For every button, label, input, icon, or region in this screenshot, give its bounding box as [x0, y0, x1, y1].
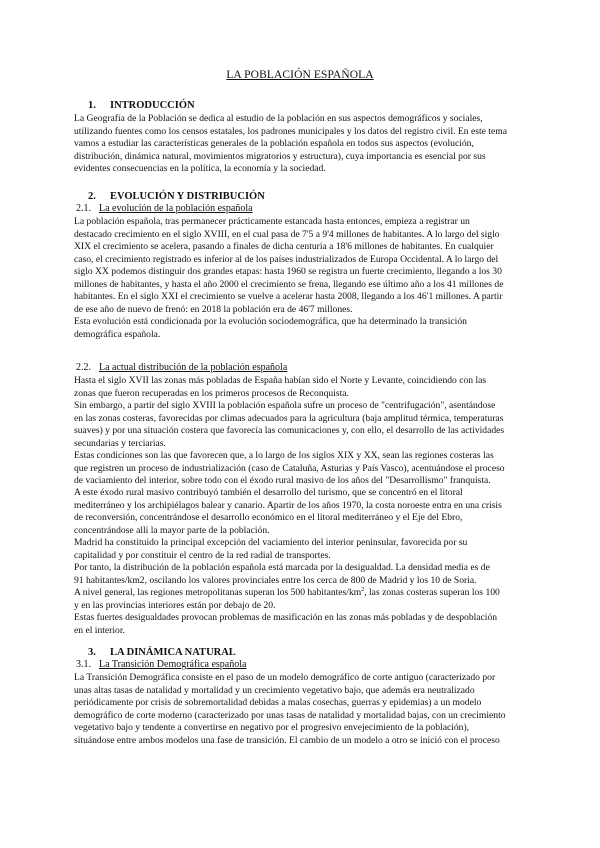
- text-line: 91 habitantes/km2, oscilando los valores provinciales entre los cerca de 800 de Madrid y los 10 de Soria.: [74, 574, 477, 586]
- paragraph-2-1-a: [74, 216, 526, 316]
- subsection-heading-2-1: [76, 203, 253, 214]
- paragraph-2-2-d: [74, 487, 526, 537]
- document-title: LA POBLACIÓN ESPAÑOLA: [226, 69, 374, 81]
- text-line: situándose entre ambos modelos una fase de transición. El cambio de un modelo a otro se inició con el proceso: [74, 734, 500, 746]
- text-line: Estas condiciones son las que favorecen que, a lo largo de los siglos XIX y XX, sean las regiones costeras las: [74, 450, 494, 461]
- text-line: vamos a estudiar las características generales de la población española en todos sus aspectos (evolución,: [74, 138, 474, 149]
- text-line: Hasta el siglo XVII las zonas más pobladas de España habían sido el Norte y Levante, coincidiendo con las: [74, 375, 487, 386]
- subsection-title: La actual distribución de la población española: [99, 362, 288, 373]
- paragraph-2-2-a: [74, 375, 526, 400]
- text-line: Por tanto, la distribución de la población española está marcada por la desigualdad. La densidad media es de: [74, 562, 490, 573]
- paragraph-2-2-g: [74, 587, 526, 612]
- paragraph-3-1: [74, 672, 526, 747]
- text-line: millones de habitantes, y hasta el año 2000 el crecimiento se frena, llegando ese último año a los 41 millones de: [74, 278, 504, 290]
- section-heading-dinamica: [88, 647, 236, 658]
- text-line: secundarias y terciarias.: [74, 437, 166, 449]
- text-line: Estas fuertes desigualdades provocan problemas de masificación en las zonas más pobladas y de despoblación: [74, 612, 498, 623]
- text-line: destacado crecimiento en el siglo XVIII, en el cual pasa de 7'5 a 9'4 millones de habitantes. A lo largo del siglo: [74, 228, 500, 240]
- paragraph-2-2-c: [74, 450, 526, 488]
- text-line: en el interior.: [74, 624, 125, 636]
- subsection-title: La Transición Demográfica española: [99, 659, 247, 670]
- text-line: siglo XX podemos distinguir dos grandes etapas: hasta 1960 se registra un fuerte crecimiento, llegando a los 30: [74, 266, 502, 277]
- paragraph-2-2-h: [74, 612, 526, 637]
- section-heading-introduccion: [88, 100, 195, 111]
- text-line: Esta evolución está condicionada por la evolución sociodemográfica, que ha determinado la transición: [74, 316, 467, 327]
- text-line: unas altas tasas de natalidad y mortalidad y un crecimiento vegetativo bajo, que además era neutralizado: [74, 684, 475, 696]
- text-line: que registren un proceso de industrialización (caso de Cataluña, Asturias y País Vasco), acentuándose el proceso: [74, 462, 505, 474]
- text-line: zonas que fueron recuperadas en los primeros procesos de Reconquista.: [74, 387, 349, 399]
- text-line: [74, 587, 526, 600]
- subsection-heading-2-2: [76, 362, 287, 373]
- text-span: , las zonas costeras superan los 100: [364, 587, 500, 598]
- text-line: demográfica española.: [74, 328, 161, 340]
- subsection-number: 2.1.: [76, 203, 91, 214]
- text-line: distribución, dinámica natural, movimientos migratorios y estructura), cuya importancia es esencial por sus: [74, 150, 486, 162]
- paragraph-2-2-b: [74, 400, 526, 450]
- subsection-title: La evolución de la población española: [99, 203, 253, 214]
- subsection-number: 2.2.: [76, 362, 91, 373]
- section-title: LA DINÁMICA NATURAL: [110, 647, 236, 658]
- section-title: INTRODUCCIÓN: [110, 100, 195, 111]
- text-line: de reconversión, concentrándose el desarrollo económico en el litoral mediterráneo y el Eje del Ebro,: [74, 512, 463, 523]
- text-line: mediterráneo y los archipiélagos balear y canario. Apartir de los años 1970, la costa noroeste entra en una crisis: [74, 499, 502, 511]
- paragraph-2-1-b: [74, 316, 526, 341]
- text-line: suaves) y por una situación costera que favorecía las comunicaciones y, con ello, el desarrollo de las actividades: [74, 425, 505, 436]
- text-line: evidentes consecuencias en la política, la economía y la sociedad.: [74, 163, 326, 174]
- text-line: habitantes. En el siglo XXI el crecimiento se vuelve a acelerar hasta 2008, llegando a los 46'1 millones. A partir: [74, 291, 503, 302]
- text-line: La población española, tras permanecer prácticamente estancada hasta entonces, empieza a registrar un: [74, 216, 470, 227]
- text-line: capitalidad y por constituir el centro de la red radial de transportes.: [74, 549, 331, 561]
- paragraph-intro: [74, 113, 526, 176]
- text-line: utilizando fuentes como los censos estatales, los padrones municipales y los datos del registro civil. En este tema: [74, 125, 507, 137]
- text-line: caso, el crecimiento registrado es inferior al de los países industrializados de Europa Occidental. A lo largo del: [74, 253, 499, 265]
- section-heading-evolucion: [88, 191, 265, 202]
- paragraph-2-2-f: [74, 562, 526, 587]
- section-number: 3.: [88, 647, 96, 658]
- text-line: La Transición Demográfica consiste en el paso de un modelo demográfico de corte antiguo (caracterizado por: [74, 672, 496, 683]
- section-number: 1.: [88, 100, 96, 111]
- text-line: vegetativo bajo y tendente a convertirse en negativo por el progresivo envejecimiento de la población),: [74, 722, 470, 733]
- text-line: XIX el crecimiento se acelera, pasando a finales de dicha centuria a 18'6 millones de habitantes. En cualquier: [74, 241, 494, 252]
- text-line: La Geografía de la Población se dedica al estudio de la población en sus aspectos demográficos y sociales,: [74, 113, 483, 124]
- section-number: 2.: [88, 191, 96, 202]
- text-line: Sin embargo, a partir del siglo XVIII la población española sufre un proceso de "centrifugación", asentándose: [74, 400, 496, 411]
- text-line: demográfico de corte moderno (caracterizado por unas tasas de natalidad y mortalidad bajas, con un crecimiento: [74, 709, 506, 721]
- subsection-heading-3-1: [76, 659, 246, 670]
- text-line: de ese año de nuevo de frenó: en 2018 la población era de 46'7 millones.: [74, 303, 353, 315]
- section-title: EVOLUCIÓN Y DISTRIBUCIÓN: [110, 191, 265, 202]
- text-line: concentrándose allí la mayor parte de la población.: [74, 524, 270, 536]
- text-line: de vaciamiento del interior, sobre todo con el éxodo rural masivo de los años del "Desarrollismo" franquista.: [74, 475, 491, 486]
- text-line: A este éxodo rural masivo contribuyó también el desarrollo del turismo, que se concentró en el litoral: [74, 487, 463, 498]
- text-line: periódicamente por crisis de sobremortalidad debidas a malas cosechas, guerras y epidemias) a un modelo: [74, 697, 482, 708]
- text-line: Madrid ha constituido la principal excepción del vaciamiento del interior peninsular, favorecida por su: [74, 537, 468, 548]
- text-line: y en las provincias interiores están por debajo de 20.: [74, 599, 276, 611]
- text-line: en las zonas costeras, favorecidas por climas adecuados para la agricultura (baja amplitud térmica, temperaturas: [74, 412, 504, 424]
- superscript: 2: [361, 586, 365, 593]
- paragraph-2-2-e: [74, 537, 526, 562]
- text-span: A nivel general, las regiones metropolitanas superan los 500 habitantes/km: [74, 587, 362, 598]
- subsection-number: 3.1.: [76, 659, 91, 670]
